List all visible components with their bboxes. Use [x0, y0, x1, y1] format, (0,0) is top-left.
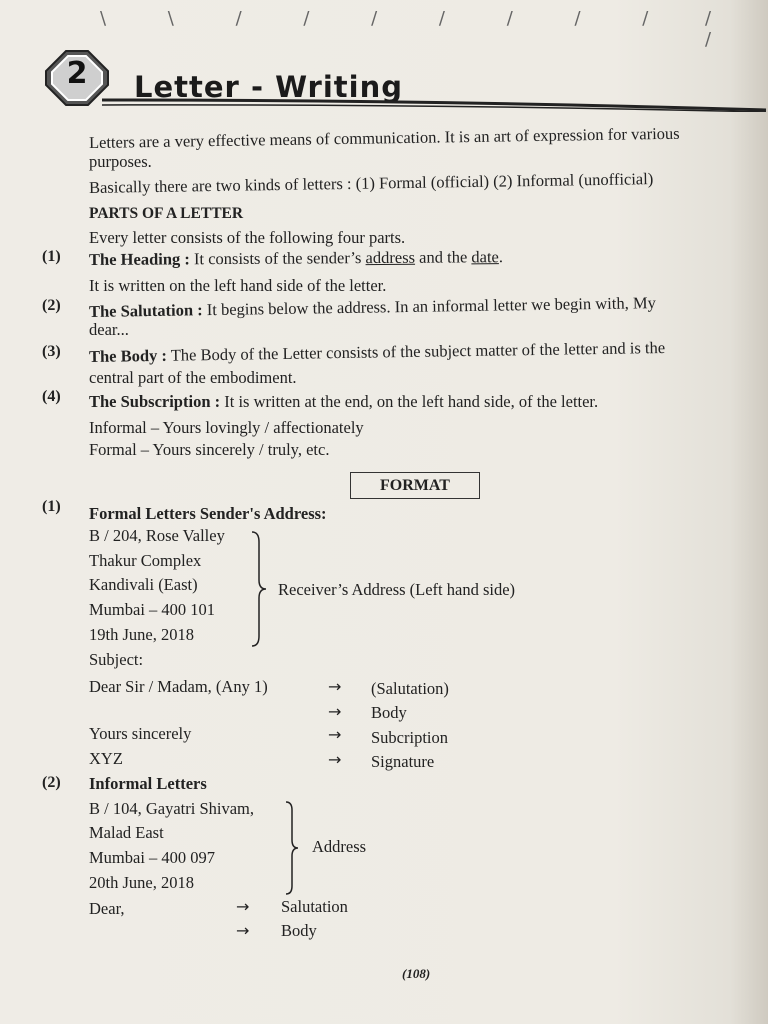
formal-row-left: XYZ: [89, 749, 123, 768]
informal-row-left: Dear,: [89, 899, 125, 918]
informal-address-line: 20th June, 2018: [89, 873, 194, 892]
part-4-formal: Formal – Yours sincerely / truly, etc.: [89, 440, 330, 459]
part-2-number: (2): [42, 297, 61, 314]
arrow-icon: →: [328, 702, 342, 721]
informal-address-line: Mumbai – 400 097: [89, 848, 216, 867]
informal-heading: Informal Letters: [89, 774, 207, 793]
part-3-line-2: central part of the embodiment.: [89, 368, 297, 387]
informal-address-line: B / 104, Gayatri Shivam,: [89, 799, 254, 818]
chapter-number: 2: [66, 56, 88, 91]
intro-line-2: purposes.: [89, 152, 152, 171]
intro-line-1: Letters are a very effective means of communication. It is an art of expression for various: [88, 123, 680, 152]
formal-row-right: (Salutation): [371, 679, 449, 698]
informal-address-label: Address: [312, 837, 367, 856]
page-number: (108): [402, 966, 431, 981]
informal-row-right: Salutation: [281, 897, 348, 916]
formal-address-line: Thakur Complex: [89, 551, 202, 570]
arrow-icon: →: [328, 750, 342, 769]
formal-number: (1): [42, 498, 61, 515]
formal-address-line: Mumbai – 400 101: [89, 600, 216, 619]
informal-row-right: Body: [281, 921, 317, 940]
part-4-informal: Informal – Yours lovingly / affectionately: [89, 418, 364, 437]
format-heading-box: FORMAT: [350, 472, 480, 499]
formal-address-brace: [250, 530, 268, 648]
formal-address-line: 19th June, 2018: [89, 625, 194, 644]
formal-row-right: Body: [371, 703, 407, 722]
formal-address-line: Kandivali (East): [89, 575, 198, 594]
formal-row-left: Dear Sir / Madam, (Any 1): [89, 677, 268, 696]
parts-intro: Every letter consists of the following four parts.: [89, 228, 406, 247]
part-2-line-1: The Salutation : It begins below the address. In an informal letter we begin with, My: [88, 293, 656, 321]
formal-subject: Subject:: [89, 650, 144, 669]
part-1-line-2: It is written on the left hand side of the letter.: [89, 276, 387, 295]
arrow-icon: →: [236, 921, 250, 940]
chapter-title: Letter - Writing: [134, 70, 403, 104]
part-1-line-1: The Heading : It consists of the sender’s address and the date.: [88, 247, 504, 269]
part-2-line-2: dear...: [89, 320, 129, 339]
formal-address-line: B / 204, Rose Valley: [89, 526, 225, 545]
part-1-number: (1): [42, 248, 61, 265]
formal-heading: Formal Letters Sender's Address:: [89, 504, 327, 523]
formal-row-right: Signature: [371, 752, 435, 771]
intro-line-3: Basically there are two kinds of letters : (1) Formal (official) (2) Informal (unofficial): [88, 169, 654, 197]
informal-address-line: Malad East: [89, 823, 164, 842]
informal-address-brace: [284, 800, 300, 896]
part-3-number: (3): [42, 343, 61, 360]
part-3-line-1: The Body : The Body of the Letter consists of the subject matter of the letter and is the: [88, 337, 666, 366]
part-4-number: (4): [42, 388, 61, 405]
scribble-marks: \ \ / / / / / / /: [100, 8, 677, 29]
part-4-line-1: The Subscription : It is written at the end, on the left hand side, of the letter.: [89, 392, 599, 411]
parts-heading: PARTS OF A LETTER: [89, 205, 244, 222]
formal-row-left: Yours sincerely: [89, 724, 192, 743]
title-underline: [100, 98, 768, 112]
receiver-address-label: Receiver’s Address (Left hand side): [278, 580, 516, 599]
arrow-icon: →: [328, 677, 342, 696]
scribble-marks-right: / /: [705, 8, 732, 50]
arrow-icon: →: [236, 897, 250, 916]
informal-number: (2): [42, 774, 61, 791]
arrow-icon: →: [328, 725, 342, 744]
formal-row-right: Subcription: [371, 728, 448, 747]
